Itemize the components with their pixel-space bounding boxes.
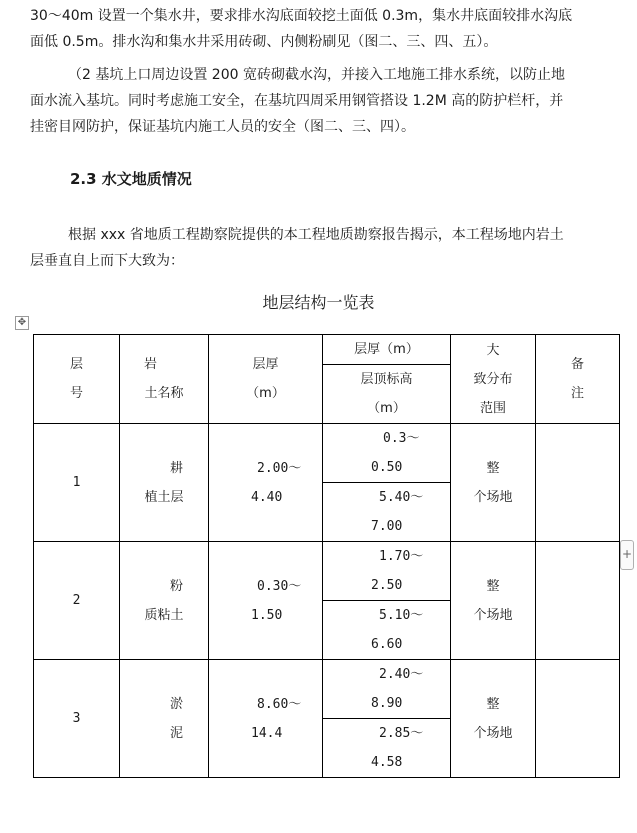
header-soil-line-2: 土名称 [144,386,184,401]
paragraph-3-line-2: 层垂直自上而下大致为： [30,253,184,269]
header-distribution-line-3: 范围 [479,400,506,416]
row-3-sub-b [323,719,451,778]
row-3-soil-name-line-2: 泥 [170,725,184,741]
row-2-sub-a-line-1: 1.70～ [379,549,424,564]
header-thickness-line-1: 层厚 [252,357,279,372]
header-soil-name [120,335,209,424]
row-1-soil-name [120,424,209,542]
row-2-soil-name-line-1: 粉 [170,578,184,594]
row-2-sub-a [323,542,451,601]
table-header-row [34,335,620,365]
row-3-distribution [451,660,536,778]
row-1-distribution [451,424,536,542]
paragraph-2-line-1: （2 基坑上口周边设置 200 宽砖砌截水沟，并接入工地施工排水系统，以防止地 [68,67,565,83]
row-2-soil-name [120,542,209,660]
row-2-distribution-line-2: 个场地 [473,607,513,623]
row-3-sub-a-line-1: 2.40～ [379,667,424,682]
row-3-sub-a-line-2: 8.90 [371,696,403,711]
row-3-no: 3 [34,660,120,778]
table-row [34,660,620,719]
header-top-elevation [323,365,451,424]
row-1-sub-a-line-2: 0.50 [371,460,403,475]
header-top-elevation-line-2: （m） [367,401,406,416]
row-1-thickness [209,424,323,542]
header-distribution-line-1: 大 [486,342,500,358]
row-1-sub-a [323,424,451,483]
paragraph-1 [30,3,590,55]
header-remark-line-2: 注 [570,386,584,401]
table-caption: 地层结构一览表 [262,293,375,312]
row-2-soil-name-line-2: 质粘土 [144,607,184,623]
paragraph-1-line-2: 面低 0.5m。排水沟和集水井采用砖砌、内侧粉刷见（图二、三、四、五）。 [30,34,498,50]
header-distribution [451,335,536,424]
header-top-elevation-line-1: 层顶标高 [360,372,413,387]
row-2-no: 2 [34,542,120,660]
row-1-no: 1 [34,424,120,542]
row-1-soil-name-line-2: 植土层 [144,489,184,505]
row-3-sub-b-line-2: 4.58 [371,755,403,770]
row-3-remark [536,660,620,778]
row-1-remark [536,424,620,542]
paragraph-3-line-1: 根据 xxx 省地质工程勘察院提供的本工程地质勘察报告揭示，本工程场地内岩土 [68,227,564,243]
strata-table [33,334,620,778]
row-3-distribution-line-1: 整 [486,696,500,712]
row-3-thickness-line-1: 8.60～ [257,696,302,712]
row-1-distribution-line-1: 整 [486,460,500,476]
paragraph-3 [30,222,590,274]
table-row [34,424,620,483]
row-2-sub-b-line-1: 5.10～ [379,608,424,623]
row-3-sub-a [323,660,451,719]
section-heading: 2.3 水文地质情况 [70,170,192,188]
header-remark-line-1: 备 [570,357,584,372]
row-3-thickness [209,660,323,778]
row-1-sub-a-line-1: 0.3～ [383,431,420,446]
row-2-sub-b [323,601,451,660]
row-2-thickness-line-1: 0.30～ [257,578,302,594]
row-2-distribution-line-1: 整 [486,578,500,594]
header-thickness [209,335,323,424]
header-thickness-top: 层厚（m） [323,335,451,365]
row-2-thickness [209,542,323,660]
row-1-soil-name-line-1: 耕 [170,460,184,476]
row-3-sub-b-line-1: 2.85～ [379,726,424,741]
header-layer-no [34,335,120,424]
row-2-distribution [451,542,536,660]
header-soil-line-1: 岩 [144,357,158,372]
paragraph-1-line-1: 30～40m 设置一个集水井，要求排水沟底面较挖土面低 0.3m，集水井底面较排水沟底 [30,8,573,24]
move-icon[interactable]: ✥ [15,316,29,330]
header-remark [536,335,620,424]
header-distribution-line-2: 致分布 [473,371,513,387]
row-2-sub-a-line-2: 2.50 [371,578,403,593]
plus-icon[interactable]: + [620,540,634,570]
row-1-sub-b-line-1: 5.40～ [379,490,424,505]
row-1-sub-b [323,483,451,542]
row-1-distribution-line-2: 个场地 [473,489,513,505]
row-2-thickness-line-2: 1.50 [251,607,283,623]
paragraph-2 [30,62,590,140]
header-thickness-line-2: （m） [246,386,285,401]
row-2-remark [536,542,620,660]
row-3-soil-name [120,660,209,778]
row-1-sub-b-line-2: 7.00 [371,519,403,534]
row-3-thickness-line-2: 14.4 [251,725,283,741]
header-layer-no-line-1: 层 [69,357,83,372]
paragraph-2-line-3: 挂密目网防护，保证基坑内施工人员的安全（图二、三、四）。 [30,119,415,135]
header-layer-no-line-2: 号 [69,386,83,401]
paragraph-2-line-2: 面水流入基坑。同时考虑施工安全，在基坑四周采用钢管搭设 1.2M 高的防护栏杆，并 [30,93,564,109]
row-3-soil-name-line-1: 淤 [170,696,184,712]
row-2-sub-b-line-2: 6.60 [371,637,403,652]
row-3-distribution-line-2: 个场地 [473,725,513,741]
table-row [34,542,620,601]
row-1-thickness-line-1: 2.00～ [257,460,302,476]
row-1-thickness-line-2: 4.40 [251,489,283,505]
